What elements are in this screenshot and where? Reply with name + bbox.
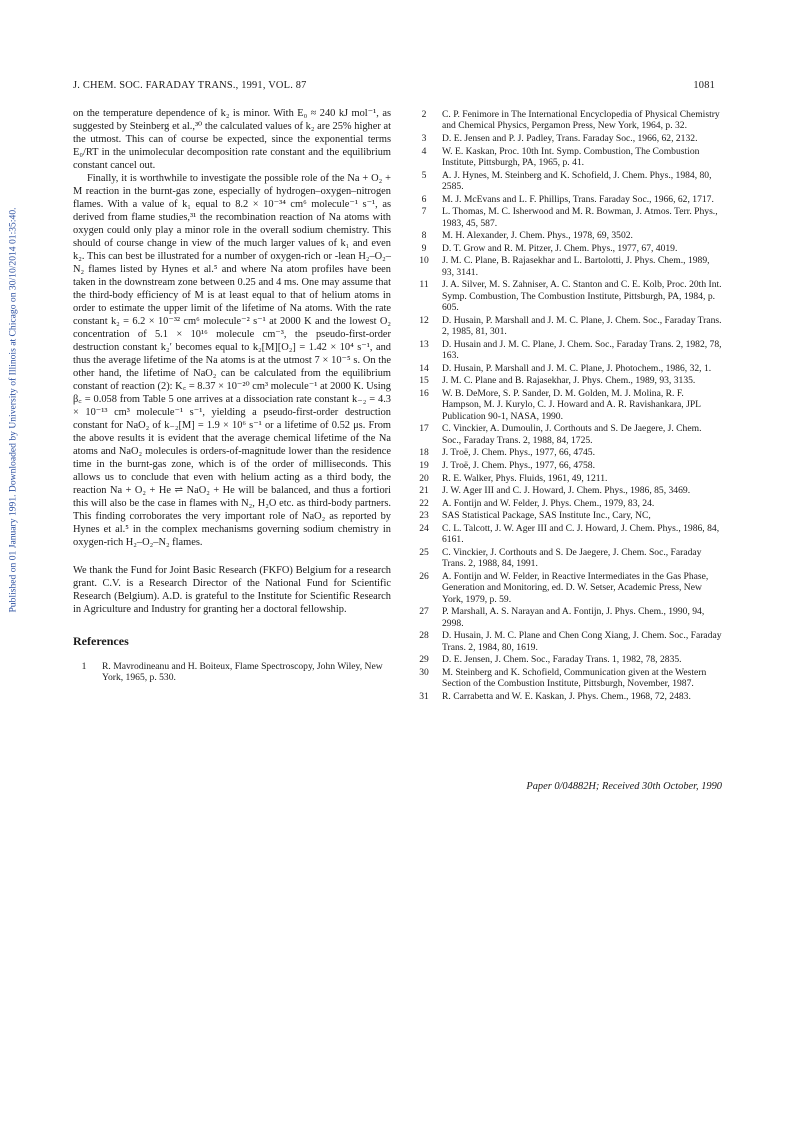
reference-number: 29: [419, 654, 429, 666]
reference-text: J. Troë, J. Chem. Phys., 1977, 66, 4758.: [442, 459, 595, 471]
reference-text: R. Mavrodineanu and H. Boiteux, Flame Spectroscopy, John Wiley, New York, 1965, p. 530.: [102, 661, 383, 684]
reference-number: 22: [419, 497, 429, 509]
reference-text: R. Carrabetta and W. E. Kaskan, J. Phys. Chem., 1968, 72, 2483.: [442, 690, 691, 702]
reference-item: [413, 691, 723, 702]
reference-number: 12: [419, 314, 429, 326]
references-list-left: [73, 661, 391, 684]
reference-text: C. Vinckier, A. Dumoulin, J. Corthouts and S. De Jaegere, J. Chem. Soc., Faraday Trans. 2, 1988, 84, 1725.: [442, 423, 702, 446]
reference-text: L. Thomas, M. C. Isherwood and M. R. Bowman, J. Atmos. Terr. Phys., 1983, 45, 587.: [442, 206, 718, 229]
reference-item: [413, 654, 723, 665]
reference-number: 1: [81, 661, 87, 672]
reference-item: [413, 230, 723, 241]
reference-text: M. Steinberg and K. Schofield, Communication given at the Western Section of the Combustion Institute, Pittsburgh, November, 1987.: [442, 666, 707, 690]
reference-text: M. J. McEvans and L. F. Phillips, Trans. Faraday Soc., 1966, 62, 1717.: [442, 193, 714, 205]
reference-number: 27: [419, 606, 429, 618]
reference-item: [413, 315, 723, 338]
reference-number: 5: [421, 169, 427, 181]
reference-number: 23: [419, 510, 429, 522]
body-paragraph-2: Finally, it is worthwhile to investigate the possible role of the Na + O₂ + M reaction in the burnt-gas zone, especially of hydrogen–oxygen–nitrogen flames. With a value of k₁ equal to 8.2 × 10⁻³⁴ cm⁶ molecule⁻¹ s⁻¹, as derived from flame studies,³¹ the recombination reaction of Na atoms with oxygen could only play a minor role in the overall sodium chemistry. This should of course change in view of the much larger values of k₁ and even k₂. This can best be illustrated for a number of oxygen-rich or -lean H₂–O₂–N₂ flames listed by Hynes et al.⁵ and where Na atom profiles have been taken in the downstream zone between 0.25 and 4 ms. One may assume that the third-body efficiency of M is at least equal to that of helium atoms in order to estimate the upper limit of the lifetime of Na atoms. With the rate constant k₂ = 6.2 × 10⁻³² cm⁶ molecule⁻² s⁻¹ at 2000 K and the lowest O₂ concentration of 5.1 × 10¹⁶ molecule cm⁻³, the pseudo-first-order destruction constant k₂′ becomes equal to k₂[M][O₂] = 1.42 × 10⁴ s⁻¹, and thus the average lifetime of the Na atoms is at the utmost 7 × 10⁻⁵ s. On the other hand, the lifetime of NaO₂ can be calculated from the equilibrium constant of reaction (2): K꜀ = 8.37 × 10⁻²⁰ cm³ molecule⁻¹ at 2000 K. Using β꜀ = 0.058 from Table 5 one arrives at a dissociation rate constant k₋₂ = 4.3 × 10⁻¹³ cm³ molecule⁻¹ s⁻¹, yielding a pseudo-first-order destruction constant for NaO₂ of k₋₂[M] = 1.9 × 10⁶ s⁻¹ or a lifetime of 0.52 μs. From the above results it is evident that the average chemical lifetime of the Na atoms and NaO₂ molecules is orders-of-magnitude lower than the residence time in the burnt-gas zone, which is of the order of milliseconds. This allows us to conclude that even with helium acting as a third body, the reaction Na + O₂ + He ⇌ NaO₂ + He will be balanced, and thus a fortiori this will also be the case in flames with N₂, H₂O etc. as third-body partners. This finding corroborates the very important role of NaO₂ as reported by Hynes et al.⁵ in the complex mechanisms governing sodium chemistry in oxygen-rich H₂–O₂–N₂ flames.: [73, 173, 391, 548]
reference-item: [413, 667, 723, 690]
reference-number: 24: [419, 522, 429, 534]
reference-number: 3: [421, 133, 427, 144]
journal-citation: J. CHEM. SOC. FARADAY TRANS., 1991, VOL. 87: [73, 80, 307, 91]
reference-number: 31: [419, 690, 429, 702]
paper-received-note: Paper 0/04882H; Received 30th October, 1990: [526, 781, 722, 792]
reference-number: 16: [419, 387, 429, 399]
reference-number: 19: [419, 459, 429, 471]
reference-item: [413, 473, 723, 484]
reference-text: C. Vinckier, J. Corthouts and S. De Jaegere, J. Chem. Soc., Faraday Trans. 2, 1988, 84, 1991.: [442, 546, 702, 570]
reference-number: 25: [419, 546, 429, 558]
reference-number: 2: [421, 109, 427, 120]
reference-text: J. W. Ager III and C. J. Howard, J. Chem. Phys., 1986, 85, 3469.: [442, 485, 691, 497]
references-heading: References: [73, 634, 129, 648]
reference-item: [413, 146, 723, 169]
reference-text: P. Marshall, A. S. Narayan and A. Fontijn, J. Phys. Chem., 1990, 94, 2998.: [442, 606, 705, 629]
reference-number: 13: [419, 338, 429, 350]
reference-item: [413, 423, 723, 446]
download-watermark: [6, 120, 20, 700]
reference-number: 4: [421, 145, 427, 157]
reference-item: [413, 109, 723, 132]
reference-text: C. P. Fenimore in The International Encyclopedia of Physical Chemistry and Chemical Physics, Pergamon Press, New York, 1964, p. 32.: [442, 109, 720, 132]
reference-text: R. E. Walker, Phys. Fluids, 1961, 49, 1211.: [442, 472, 608, 484]
reference-item: [413, 485, 723, 496]
reference-text: W. B. DeMore, S. P. Sander, D. M. Golden, M. J. Molina, R. F. Hampson, M. J. Kurylo, C. J. Howard and A. R. Ravishankara, JPL Publication 90-1, NASA, 1990.: [442, 387, 701, 422]
reference-text: J. M. C. Plane and B. Rajasekhar, J. Phys. Chem., 1989, 93, 3135.: [442, 375, 696, 387]
reference-item: [413, 375, 723, 386]
reference-item: [413, 133, 723, 144]
reference-item: [413, 255, 723, 278]
page-number: 1081: [693, 80, 715, 91]
reference-text: D. Husain and J. M. C. Plane, J. Chem. Soc., Faraday Trans. 2, 1982, 78, 163.: [442, 338, 722, 362]
reference-text: C. L. Talcott, J. W. Ager III and C. J. Howard, J. Chem. Phys., 1986, 84, 6161.: [442, 522, 720, 546]
reference-item: [413, 388, 723, 422]
reference-number: 15: [419, 375, 429, 387]
reference-item: [413, 363, 723, 374]
reference-text: D. Husain, J. M. C. Plane and Chen Cong Xiang, J. Chem. Soc., Faraday Trans. 2, 1984, 80, 1619.: [442, 630, 722, 653]
reference-item: [413, 523, 723, 546]
reference-item: [413, 339, 723, 362]
reference-text: D. T. Grow and R. M. Pitzer, J. Chem. Phys., 1977, 67, 4019.: [442, 242, 678, 254]
reference-item: [413, 630, 723, 653]
reference-text: J. A. Silver, M. S. Zahniser, A. C. Stanton and C. E. Kolb, Proc. 20th Int. Symp. Combustion, The Combustion Institute, Pittsburgh, PA, 1984, p. 605.: [442, 279, 722, 314]
reference-number: 28: [419, 630, 429, 642]
acknowledgement: We thank the Fund for Joint Basic Research (FKFO) Belgium for a research grant. C.V. is a Research Director of the National Fund for Scientific Research (Belgium). A.D. is grateful to the Institute for Scientific Research in Agriculture and Industry for granting her a doctoral fellowship.: [73, 565, 391, 615]
reference-number: 9: [421, 242, 427, 254]
reference-text: J. Troë, J. Chem. Phys., 1977, 66, 4745.: [442, 447, 595, 459]
reference-item: [413, 447, 723, 458]
reference-item: [413, 498, 723, 509]
reference-item: [413, 571, 723, 605]
left-column: [73, 107, 391, 685]
reference-number: 10: [419, 255, 429, 267]
download-watermark-text: Published on 01 January 1991. Downloaded by University of Illinois at Chicago on 30/10/2014 01:35:40.: [7, 207, 19, 613]
reference-item: [413, 206, 723, 229]
reference-text: W. E. Kaskan, Proc. 10th Int. Symp. Combustion, The Combustion Institute, Pittsburgh, PA, 1965, p. 41.: [442, 145, 700, 168]
reference-number: 30: [419, 666, 429, 678]
reference-number: 26: [419, 570, 429, 582]
reference-text: D. E. Jensen and P. J. Padley, Trans. Faraday Soc., 1966, 62, 2132.: [442, 133, 698, 144]
reference-item: [413, 279, 723, 313]
reference-text: A. Fontijn and W. Felder, J. Phys. Chem., 1979, 83, 24.: [442, 497, 655, 509]
body-paragraph-1: on the temperature dependence of k₂ is minor. With E₀ ≈ 240 kJ mol⁻¹, as suggested by Steinberg et al.,³⁰ the calculated values of k₂ are 25% higher at the utmost. This can of course be expected, since the exponential terms E₀/RT in the unimolecular decomposition rate constant and the equilibrium constant cancel out.: [73, 108, 391, 171]
reference-number: 11: [419, 279, 429, 291]
references-list-right: [413, 109, 723, 702]
reference-number: 7: [421, 206, 427, 218]
reference-text: SAS Statistical Package, SAS Institute Inc., Cary, NC,: [442, 510, 651, 522]
running-header: [73, 80, 715, 91]
reference-item: [413, 547, 723, 570]
reference-number: 20: [419, 472, 429, 484]
reference-text: M. H. Alexander, J. Chem. Phys., 1978, 69, 3502.: [442, 230, 633, 242]
reference-text: D. Husain, P. Marshall and J. M. C. Plane, J. Photochem., 1986, 32, 1.: [442, 362, 712, 374]
reference-item: [413, 510, 723, 521]
reference-number: 18: [419, 447, 429, 459]
right-column: [413, 109, 723, 704]
reference-item: [413, 460, 723, 471]
reference-item: [413, 194, 723, 205]
reference-item: [413, 606, 723, 629]
reference-number: 17: [419, 423, 429, 435]
reference-text: J. M. C. Plane, B. Rajasekhar and L. Bartolotti, J. Phys. Chem., 1989, 93, 3141.: [442, 255, 710, 278]
reference-text: D. Husain, P. Marshall and J. M. C. Plane, J. Chem. Soc., Faraday Trans. 2, 1985, 81, 301.: [442, 314, 722, 338]
reference-number: 21: [419, 485, 429, 497]
reference-text: A. J. Hynes, M. Steinberg and K. Schofield, J. Chem. Phys., 1984, 80, 2585.: [442, 169, 712, 192]
reference-number: 14: [419, 362, 429, 374]
reference-item: [413, 243, 723, 254]
reference-text: A. Fontijn and W. Felder, in Reactive Intermediates in the Gas Phase, Generation and Monitoring, ed. D. W. Setser, Academic Press, New York, 1979, p. 59.: [442, 570, 709, 605]
reference-number: 8: [421, 230, 427, 242]
reference-text: D. E. Jensen, J. Chem. Soc., Faraday Trans. 1, 1982, 78, 2835.: [442, 654, 682, 666]
reference-item: [73, 661, 391, 684]
reference-item: [413, 170, 723, 193]
reference-number: 6: [421, 193, 427, 205]
